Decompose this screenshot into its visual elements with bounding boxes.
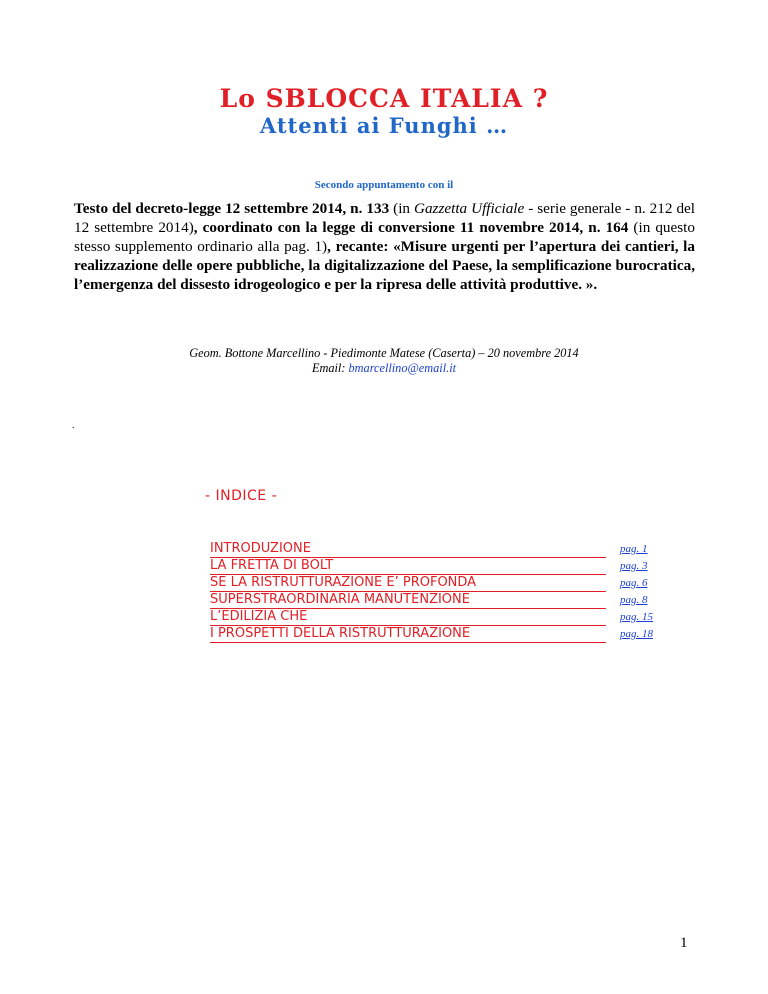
toc-page-link[interactable]: pag. 18 bbox=[620, 627, 668, 643]
toc-item-fretta-di-bolt[interactable]: LA FRETTA DI BOLT bbox=[210, 558, 606, 575]
decree-description: Testo del decreto-legge 12 settembre 2014, n. 133 (in Gazzetta Ufficiale - serie generale - n. 212 del 12 settembre 2014), coordinato con la legge di conversione 11 novembre 2014, n. 164 (in questo stesso supplemento ordinario alla pag. 1), recante: «Misure urgenti per l’apertura dei cantieri, la realizzazione delle opere pubbliche, la digitalizzazione del Paese, la semplificazione burocratica, l’emergenza del dissesto idrogeologico e per la ripresa delle attività produttive. ». bbox=[74, 200, 695, 293]
stray-dot: . bbox=[72, 420, 75, 431]
author-line: Geom. Bottone Marcellino - Piedimonte Matese (Caserta) – 20 novembre 2014 bbox=[189, 346, 579, 360]
email-link[interactable]: bmarcellino@email.it bbox=[348, 361, 457, 375]
decree-title: , recante: «Misure urgenti per l’apertura dei cantieri, la realizzazione delle opere pubbliche, la digitalizzazione del Paese, la semplificazione burocratica, l’emergenza del dissesto idrogeologico e per la ripresa delle attività produttive. ». bbox=[74, 238, 695, 293]
toc-item-superstraordinaria-manutenzione[interactable]: SUPERSTRAORDINARIA MANUTENZIONE bbox=[210, 592, 606, 609]
toc-row bbox=[210, 575, 665, 592]
toc-row bbox=[210, 541, 665, 558]
email-line: Email: bmarcellino@email.it bbox=[311, 361, 457, 375]
page-number: 1 bbox=[680, 935, 688, 951]
toc-item-introduzione[interactable]: INTRODUZIONE bbox=[210, 541, 606, 558]
decree-reference: Testo del decreto-legge 12 settembre 2014, n. 133 bbox=[74, 200, 390, 217]
toc-page-link[interactable]: pag. 15 bbox=[620, 610, 668, 626]
index-heading: - INDICE - bbox=[205, 488, 278, 504]
toc-row bbox=[210, 609, 665, 626]
table-of-contents bbox=[210, 541, 665, 643]
gazette-name: Gazzetta Ufficiale bbox=[413, 200, 525, 217]
appointment-note: Secondo appuntamento con il bbox=[314, 179, 454, 191]
conversion-law: , coordinato con la legge di conversione 11 novembre 2014, n. 164 bbox=[193, 219, 629, 236]
author-info bbox=[0, 346, 768, 376]
toc-item-prospetti-ristrutturazione[interactable]: I PROSPETTI DELLA RISTRUTTURAZIONE bbox=[210, 626, 606, 643]
document-title: Lo SBLOCCA ITALIA ? bbox=[219, 84, 549, 113]
document-subtitle: Attenti ai Funghi … bbox=[259, 113, 509, 138]
toc-item-edilizia-che[interactable]: L’EDILIZIA CHE bbox=[210, 609, 606, 626]
toc-row bbox=[210, 626, 665, 643]
toc-page-link[interactable]: pag. 8 bbox=[620, 593, 668, 609]
toc-page-link[interactable]: pag. 1 bbox=[620, 542, 668, 558]
toc-row bbox=[210, 558, 665, 575]
toc-item-ristrutturazione-profonda[interactable]: SE LA RISTRUTTURAZIONE E’ PROFONDA bbox=[210, 575, 606, 592]
toc-page-link[interactable]: pag. 6 bbox=[620, 576, 668, 592]
toc-row bbox=[210, 592, 665, 609]
toc-page-link[interactable]: pag. 3 bbox=[620, 559, 668, 575]
